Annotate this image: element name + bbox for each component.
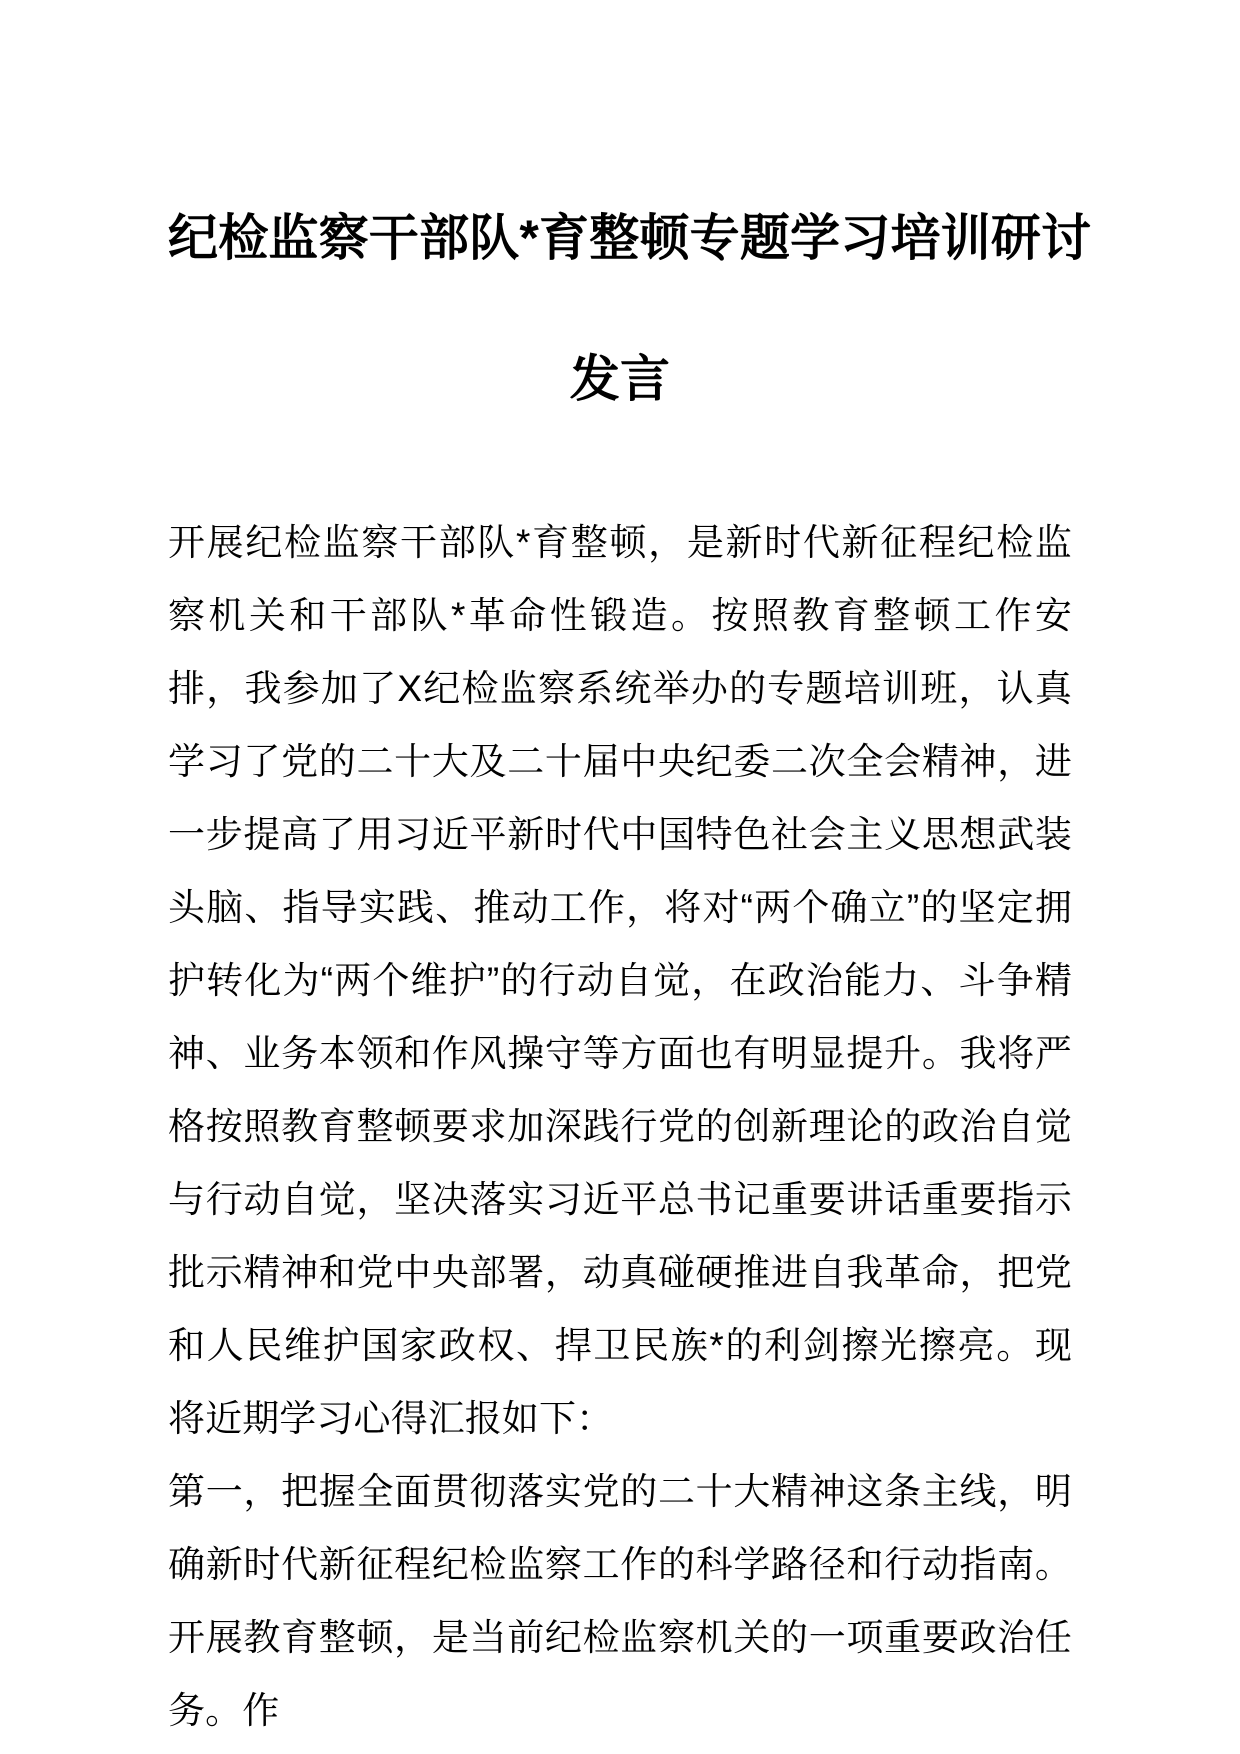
paragraph-section-one: 第一，把握全面贯彻落实党的二十大精神这条主线，明确新时代新征程纪检监察工作的科学路径和行动指南。开展教育整顿，是当前纪检监察机关的一项重要政治任务。作 [168, 1471, 1072, 1731]
paragraph-intro: 开展纪检监察干部队*育整顿，是新时代新征程纪检监察机关和干部队*革命性锻造。按照教育整顿工作安排，我参加了X纪检监察系统举办的专题培训班，认真学习了党的二十大及二十届中央纪委二次全会精神，进一步提高了用习近平新时代中国特色社会主义思想武装头脑、指导实践、推动工作，将对“两个确立”的坚定拥护转化为“两个维护”的行动自觉，在政治能力、斗争精神、业务本领和作风操守等方面也有明显提升。我将严格按照教育整顿要求加深践行党的创新理论的政治自觉与行动自觉，坚决落实习近平总书记重要讲话重要指示批示精神和党中央部署，动真碰硬推进自我革命，把党和人民维护国家政权、捍卫民族*的利剑擦光擦亮。现将近期学习心得汇报如下： [168, 522, 1072, 1439]
title-line-1: 纪检监察干部队*育整顿专题学习培训研讨 [168, 210, 1092, 266]
page-content [168, 0, 1092, 1747]
title-line-2: 发言 [569, 351, 671, 407]
page-title [168, 0, 1092, 444]
document-body [168, 506, 1072, 1747]
